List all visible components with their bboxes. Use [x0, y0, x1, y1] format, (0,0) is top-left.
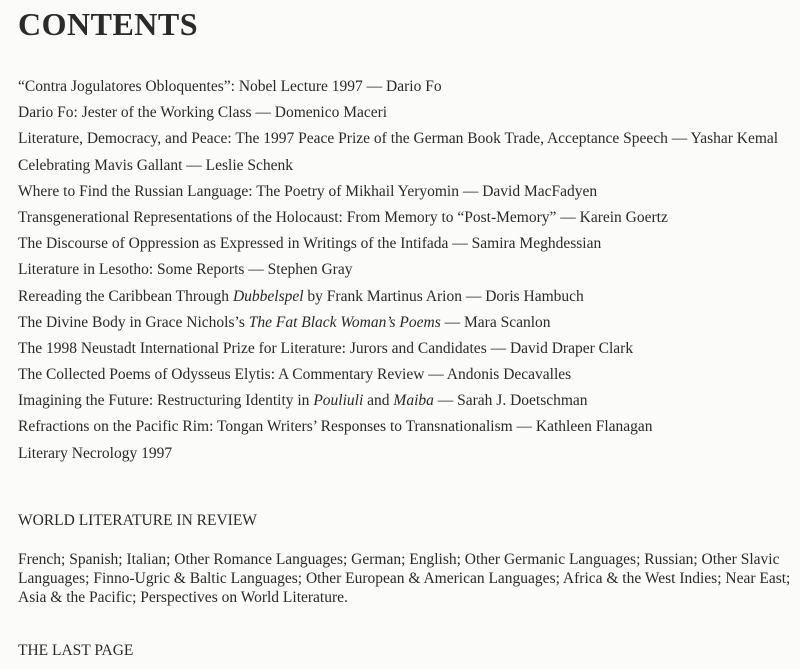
contents-entry: [18, 129, 793, 148]
contents-entry: [18, 391, 793, 410]
entry-text: The Collected Poems of Odysseus Elytis: A Commentary Review — Andonis Decavalles: [18, 366, 572, 384]
contents-entry: [18, 365, 793, 384]
entry-text: Refractions on the Pacific Rim: Tongan Writers’ Responses to Transnationalism — Kathleen Flanagan: [18, 418, 653, 436]
entry-text: The Divine Body in Grace Nichols’s: [18, 313, 249, 331]
contents-entry: [18, 313, 793, 332]
entry-italic-title: Maiba: [393, 392, 434, 410]
entry-italic-title: The Fat Black Woman’s Poems: [248, 313, 441, 331]
contents-entry: [18, 417, 793, 436]
contents-entry: [18, 182, 793, 201]
contents-list: [18, 77, 793, 470]
page-title: CONTENTS: [18, 6, 199, 42]
entry-text: Imagining the Future: Restructuring Identity in: [18, 392, 314, 410]
entry-text: and: [363, 392, 394, 410]
entry-italic-title: Pouliuli: [313, 392, 364, 410]
contents-entry: [18, 260, 793, 279]
contents-entry: [18, 444, 793, 463]
review-heading: WORLD LITERATURE IN REVIEW: [18, 512, 257, 529]
review-sections-text: French; Spanish; Italian; Other Romance Languages; German; English; Other Germanic Languages; Russian; Other Slavic Languages; Finno-Ugric & Baltic Languages; Other European & American Languages; Africa & the West Indies; Near East; Asia & the Pacific; Perspectives on World Literature.: [18, 551, 791, 606]
contents-entry: [18, 103, 793, 122]
entry-text: Literary Necrology 1997: [18, 444, 173, 462]
entry-text: “Contra Jogulatores Obloquentes”: Nobel Lecture 1997 — Dario Fo: [18, 78, 442, 95]
entry-text: — Mara Scanlon: [440, 313, 551, 331]
entry-text: Rereading the Caribbean Through: [18, 287, 233, 305]
entry-text: Literature in Lesotho: Some Reports — Stephen Gray: [18, 261, 353, 279]
entry-text: Celebrating Mavis Gallant — Leslie Schenk: [18, 156, 294, 174]
last-page-heading: THE LAST PAGE: [18, 642, 134, 659]
entry-text: Literature, Democracy, and Peace: The 1997 Peace Prize of the German Book Trade, Acceptance Speech — Yashar Kemal: [18, 130, 779, 148]
entry-italic-title: Dubbelspel: [232, 287, 304, 305]
contents-entry: [18, 156, 793, 175]
entry-text: The Discourse of Oppression as Expressed in Writings of the Intifada — Samira Meghdessian: [18, 235, 602, 253]
contents-entry: [18, 77, 793, 96]
contents-entry: [18, 234, 793, 253]
entry-text: Transgenerational Representations of the Holocaust: From Memory to “Post-Memory” — Karein Goertz: [18, 208, 668, 226]
contents-entry: [18, 287, 793, 306]
entry-text: Dario Fo: Jester of the Working Class — Domenico Maceri: [18, 104, 388, 122]
contents-entry: [18, 208, 793, 227]
entry-text: by Frank Martinus Arion — Doris Hambuch: [303, 287, 584, 305]
contents-entry: [18, 339, 793, 358]
entry-text: Where to Find the Russian Language: The Poetry of Mikhail Yeryomin — David MacFadyen: [18, 182, 598, 200]
entry-text: The 1998 Neustadt International Prize for Literature: Jurors and Candidates — David Draper Clark: [18, 339, 634, 357]
entry-text: — Sarah J. Doetschman: [433, 392, 588, 410]
